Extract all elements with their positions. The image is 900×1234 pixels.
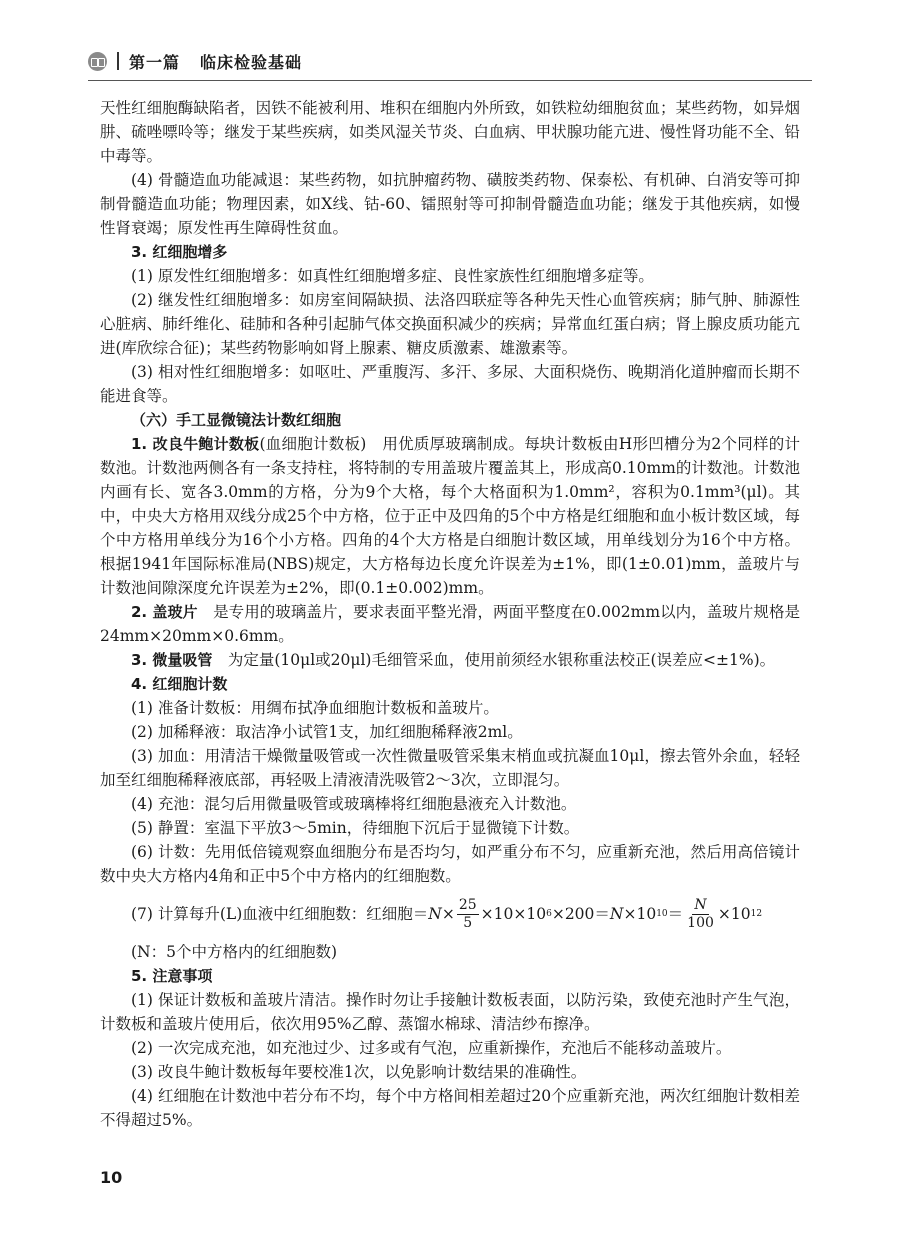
formula-var: N: [609, 905, 624, 923]
page-number: 10: [100, 1168, 123, 1187]
header-divider: [117, 52, 119, 70]
fraction-numerator: 25: [458, 896, 477, 913]
fraction-denominator: 5: [463, 914, 473, 931]
page-body: [100, 96, 800, 1132]
paragraph: (1) 原发性红细胞增多：如真性红细胞增多症、良性家族性红细胞增多症等。: [131, 267, 654, 285]
formula-op: ×: [441, 905, 455, 923]
term-label: 3. 微量吸管: [131, 651, 213, 669]
list-item: (2) 一次完成充池，如充池过少、过多或有气泡，应重新操作，充池后不能移动盖玻片。: [131, 1039, 732, 1057]
fraction-denominator: 100: [687, 914, 714, 931]
paragraph: [100, 648, 800, 672]
list-item: (5) 静置：室温下平放3～5min，待细胞下沉后于显微镜下计数。: [131, 819, 580, 837]
list-item: (2) 加稀释液：取洁净小试管1支，加红细胞稀释液2ml。: [131, 723, 523, 741]
part-label: 第一篇: [129, 52, 181, 72]
list-item: (1) 保证计数板和盖玻片清洁。操作时勿让手接触计数板表面，以防污染，致使充池时产生气泡，计数板和盖玻片使用后，依次用95%乙醇、蒸馏水棉球、清洁纱布擦净。: [100, 991, 800, 1033]
chapter-title: 临床检验基础: [200, 52, 303, 72]
rbc-formula: [100, 888, 800, 940]
paragraph: (4) 骨髓造血功能减退：某些药物，如抗肿瘤药物、磺胺类药物、保泰松、有机砷、白消安等可抑制骨髓造血功能；物理因素，如X线、钴-60、镭照射等可抑制骨髓造血功能；继发于其他疾病，如慢性肾衰竭；原发性再生障碍性贫血。: [100, 171, 800, 237]
exponent: 12: [750, 909, 763, 919]
header-rule: [88, 80, 812, 81]
term-text: 为定量(10μl或20μl)毛细管采血，使用前须经水银称重法校正(误差应<±1%)。: [212, 651, 776, 669]
heading: 4. 红细胞计数: [131, 675, 228, 693]
list-item: (3) 改良牛鲍计数板每年要校准1次，以免影响计数结果的准确性。: [131, 1063, 587, 1081]
formula-term: ×10×10: [480, 905, 547, 923]
formula-term: ×10: [717, 905, 751, 923]
paragraph: [100, 432, 800, 600]
fraction-numerator: N: [694, 896, 707, 913]
paragraph: (3) 相对性红细胞增多：如呕吐、严重腹泻、多汗、多尿、大面积烧伤、晚期消化道肿瘤而长期不能进食等。: [100, 363, 800, 405]
formula-term: ×200＝: [551, 905, 610, 923]
fraction-n-100: [685, 897, 716, 932]
section-heading: （六）手工显微镜法计数红细胞: [131, 411, 342, 429]
exponent: 6: [546, 909, 552, 919]
heading: 3. 红细胞增多: [131, 243, 228, 261]
formula-note: (N：5个中方格内的红细胞数): [131, 943, 338, 961]
term-label: 2. 盖玻片: [131, 603, 198, 621]
exponent: 10: [656, 909, 668, 919]
formula-var: N: [428, 905, 442, 923]
list-item: (3) 加血：用清洁干燥微量吸管或一次性微量吸管采集末梢血或抗凝血10μl，擦去管外余血，轻轻加至红细胞稀释液底部，再轻吸上清液清洗吸管2～3次，立即混匀。: [100, 747, 800, 789]
term-text: 是专用的玻璃盖片，要求表面平整光滑，两面平整度在0.002mm以内，盖玻片规格是24mm×20mm×0.6mm。: [100, 603, 800, 645]
formula-term: ×10: [623, 905, 657, 923]
fraction-25-5: [457, 897, 479, 932]
paragraph: [100, 600, 800, 648]
formula-op: ＝: [667, 905, 684, 923]
list-item: (4) 充池：混匀后用微量吸管或玻璃棒将红细胞悬液充入计数池。: [131, 795, 577, 813]
formula-lead: (7) 计算每升(L)血液中红细胞数：红细胞＝: [131, 905, 429, 923]
running-header: [88, 46, 302, 76]
book-icon: [88, 52, 107, 71]
heading: 5. 注意事项: [131, 967, 213, 985]
list-item: (1) 准备计数板：用绸布拭净血细胞计数板和盖玻片。: [131, 699, 499, 717]
paragraph: 天性红细胞酶缺陷者，因铁不能被利用、堆积在细胞内外所致，如铁粒幼细胞贫血；某些药物，如异烟肼、硫唑嘌呤等；继发于某些疾病，如类风湿关节炎、白血病、甲状腺功能亢进、慢性肾功能不全、铅中毒等。: [100, 99, 800, 165]
paragraph: (2) 继发性红细胞增多：如房室间隔缺损、法洛四联症等各种先天性心血管疾病；肺气肿、肺源性心脏病、肺纤维化、硅肺和各种引起肺气体交换面积减少的疾病；异常血红蛋白病；肾上腺皮质功能亢进(库欣综合征)；某些药物影响如肾上腺素、糖皮质激素、雄激素等。: [100, 291, 800, 357]
term-label: 1. 改良牛鲍计数板: [131, 435, 260, 453]
list-item: (6) 计数：先用低倍镜观察血细胞分布是否均匀，如严重分布不匀，应重新充池，然后用高倍镜计数中央大方格内4角和正中5个中方格内的红细胞数。: [100, 843, 800, 885]
list-item: (4) 红细胞在计数池中若分布不均，每个中方格间相差超过20个应重新充池，两次红细胞计数相差不得超过5%。: [100, 1087, 800, 1129]
term-text: (血细胞计数板) 用优质厚玻璃制成。每块计数板由H形凹槽分为2个同样的计数池。计数池两侧各有一条支持柱，将特制的专用盖玻片覆盖其上，形成高0.10mm的计数池。计数池内画有长、宽各3.0mm的方格，分为9个大格，每个大格面积为1.0mm²，容积为0.1mm³(μl)。其中，中央大方格用双线分成25个中方格，位于正中及四角的5个中方格是红细胞和血小板计数区域，每个中方格用单线分为16个小方格。四角的4个大方格是白细胞计数区域，用单线划分为16个中方格。根据1941年国际标准局(NBS)规定，大方格每边长度允许误差为±1%，即(1±0.01)mm，盖玻片与计数池间隙深度允许误差为±2%，即(0.1±0.002)mm。: [100, 435, 800, 597]
